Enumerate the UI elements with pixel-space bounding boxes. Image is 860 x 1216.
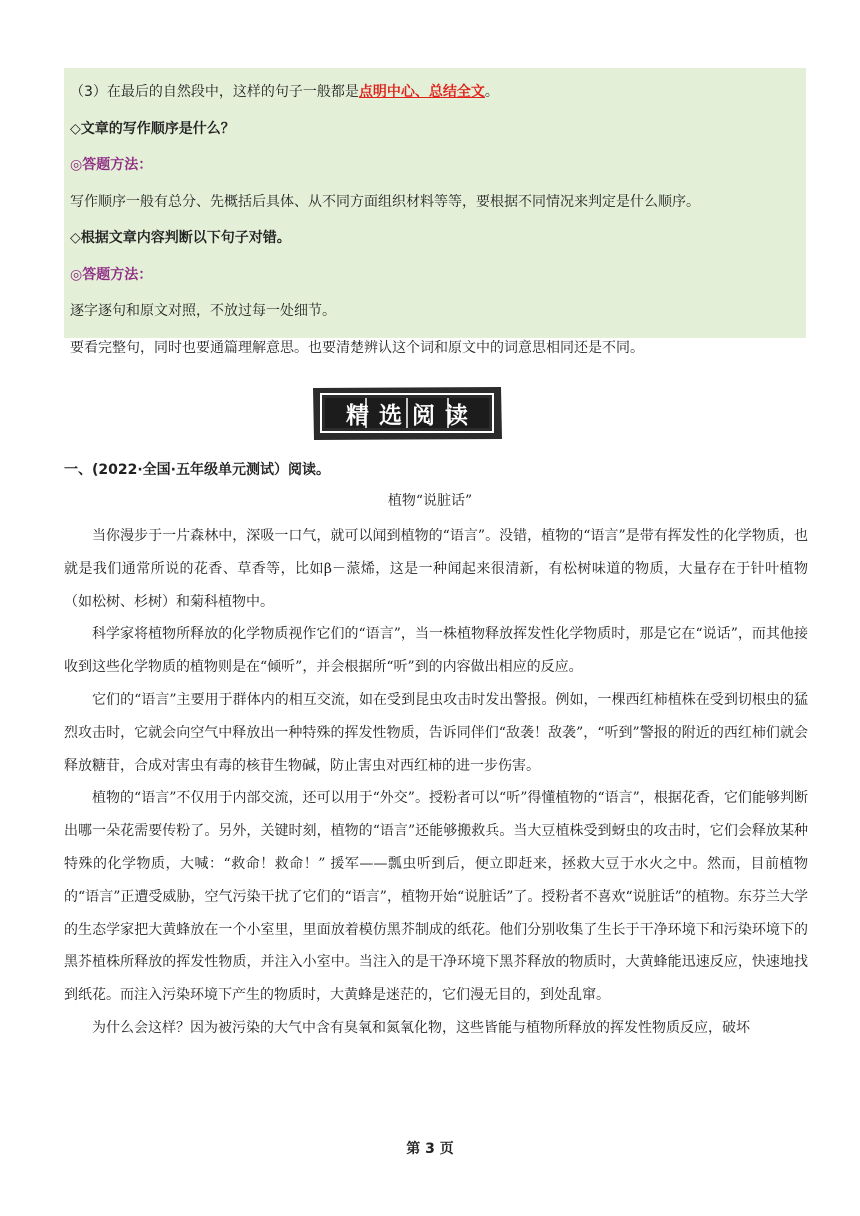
method-text: 写作顺序一般有总分、先概括后具体、从不同方面组织材料等等，要根据不同情况来判定是什么顺序。: [70, 193, 700, 210]
tip-text: 。: [484, 84, 499, 100]
article-title: 植物“说脏话”: [387, 493, 473, 509]
method-label: ◎答题方法：: [70, 157, 153, 173]
article-paragraph: 当你漫步于一片森林中，深吸一口气，就可以闻到植物的“语言”。没错，植物的“语言”是带有挥发性的化学物质，也就是我们通常所说的花香、草香等，比如β－蒎烯，这是一种闻起来很清新，有松树味道的物质，大量存在于针叶植物（如松树、杉树）和菊科植物中。: [64, 528, 808, 610]
tip-text: （3）在最后的自然段中，这样的句子一般都是: [70, 84, 359, 100]
article-paragraph: 植物的“语言”不仅用于内部交流，还可以用于“外交”。授粉者可以“听”得懂植物的“语言”，根据花香，它们能够判断出哪一朵花需要传粉了。另外，关键时刻，植物的“语言”还能够搬救兵。当大豆植株受到蚜虫的攻击时，它们会释放某种特殊的化学物质，大喊：“救命！救命！” 援军——瓢虫听到后，便立即赶来，拯救大豆于水火之中。然而，目前植物的“语言”正遭受威胁，空气污染干扰了它们的“语言”，植物开始“说脏话”了。授粉者不喜欢“说脏话”的植物。东芬兰大学的生态学家把大黄蜂放在一个小室里，里面放着模仿黑芥制成的纸花。他们分别收集了生长于干净环境下和污染环境下的黑芥植株所释放的挥发性物质，并注入小室中。当注入的是干净环境下黑芥释放的物质时，大黄蜂能迅速反应，快速地找到纸花。而注入污染环境下产生的物质时，大黄蜂是迷茫的，它们漫无目的，到处乱窜。: [64, 790, 808, 1004]
question-writing-order: ◇文章的写作顺序是什么？: [70, 120, 235, 137]
answer-tips-box: [64, 68, 806, 356]
article-paragraph: 科学家将植物所释放的化学物质视作它们的“语言”，当一株植物释放挥发性化学物质时，那是它在“说话”，而其他接收到这些化学物质的植物则是在“倾听”，并会根据所“听”到的内容做出相应的反应。: [64, 626, 808, 676]
highlight-text: 点明中心、总结全文: [358, 84, 485, 100]
question-heading: 一、(2022·全国·五年级单元测试）阅读。: [64, 462, 330, 478]
article-body: [64, 520, 808, 1045]
banner-title: 精选阅读: [346, 402, 478, 429]
question-true-false: ◇根据文章内容判断以下句子对错。: [70, 230, 291, 246]
method-text: 逐字逐句和原文对照，不放过每一处细节。: [70, 303, 336, 319]
tip-line-conclusion: [70, 74, 798, 111]
article-paragraph: 为什么会这样？因为被污染的大气中含有臭氧和氮氧化物，这些皆能与植物所释放的挥发性物质反应，破坏: [92, 1019, 750, 1036]
section-banner: [311, 384, 503, 442]
page-number: 第 3 页: [406, 1141, 454, 1157]
method-text: 要看完整句，同时也要通篇理解意思。也要清楚辨认这个词和原文中的词意思相同还是不同。: [70, 339, 644, 356]
method-label: ◎答题方法：: [70, 266, 153, 283]
article-paragraph: 它们的“语言”主要用于群体内的相互交流，如在受到昆虫攻击时发出警报。例如，一棵西红柿植株在受到切根虫的猛烈攻击时，它就会向空气中释放出一种特殊的挥发性物质，告诉同伴们“敌袭！敌袭”，“听到”警报的附近的西红柿们就会释放糖苷，合成对害虫有毒的核苷生物碱，防止害虫对西红柿的进一步伤害。: [64, 691, 808, 774]
